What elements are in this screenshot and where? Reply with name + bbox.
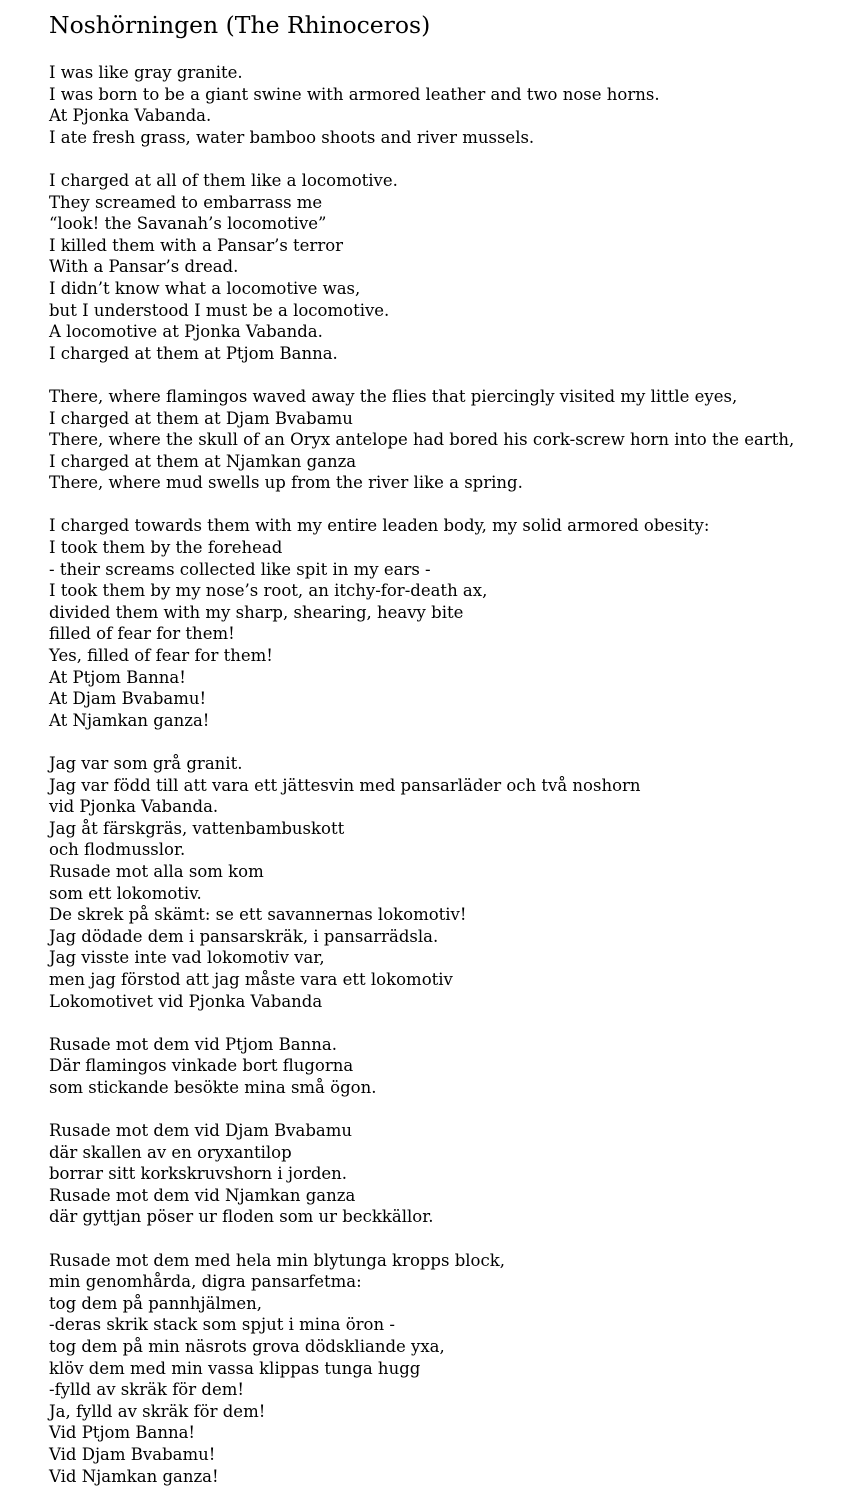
poem-body (49, 62, 849, 1487)
poem-line: Lokomotivet vid Pjonka Vabanda (49, 991, 323, 1011)
poem-line: A locomotive at Pjonka Vabanda. (49, 322, 323, 342)
poem-line: Yes, filled of fear for them! (49, 646, 273, 666)
stanza (49, 62, 849, 148)
poem-line: och flodmusslor. (49, 840, 186, 860)
stanza (49, 1250, 849, 1488)
poem-line: Rusade mot dem vid Djam Bvabamu (49, 1121, 353, 1141)
poem-line: tog dem på pannhjälmen, (49, 1293, 263, 1313)
poem-line: “look! the Savanah’s locomotive” (49, 214, 327, 234)
poem-line: De skrek på skämt: se ett savannernas lokomotiv! (49, 905, 467, 925)
poem-line: I charged at all of them like a locomotive. (49, 170, 398, 190)
poem-line: I was born to be a giant swine with armored leather and two nose horns. (49, 84, 660, 104)
poem-line: Där flamingos vinkade bort flugorna (49, 1056, 354, 1076)
poem-line: Jag åt färskgräs, vattenbambuskott (49, 818, 345, 838)
poem-line: - their screams collected like spit in my ears - (49, 559, 431, 579)
stanza (49, 170, 849, 364)
poem-line: Jag var som grå granit. (49, 754, 243, 773)
poem-line: Jag var född till att vara ett jättesvin med pansarläder och två noshorn (49, 775, 641, 795)
stanza (49, 386, 849, 494)
poem-line: borrar sitt korkskruvshorn i jorden. (49, 1164, 348, 1184)
poem-line: They screamed to embarrass me (49, 192, 323, 212)
poem-line: där skallen av en oryxantilop (49, 1142, 292, 1162)
poem-line: Rusade mot dem med hela min blytunga kropps block, (49, 1250, 505, 1270)
poem-line: klöv dem med min vassa klippas tunga hugg (49, 1358, 421, 1378)
poem-line: Rusade mot alla som kom (49, 861, 264, 881)
poem-line: min genomhårda, digra pansarfetma: (49, 1272, 362, 1292)
poem-line: I ate fresh grass, water bamboo shoots and river mussels. (49, 127, 535, 147)
poem-line: There, where mud swells up from the river like a spring. (49, 473, 523, 493)
poem-line: There, where flamingos waved away the flies that piercingly visited my little eyes, (49, 386, 738, 406)
poem-title: Noshörningen (The Rhinoceros) (49, 11, 431, 39)
poem-line: I was like gray granite. (49, 63, 243, 82)
poem-line: Vid Njamkan ganza! (49, 1466, 219, 1486)
poem-line: men jag förstod att jag måste vara ett lokomotiv (49, 969, 453, 989)
poem-line: filled of fear for them! (49, 624, 235, 644)
poem-line: Ja, fylld av skräk för dem! (49, 1401, 266, 1421)
poem-line: I charged towards them with my entire leaden body, my solid armored obesity: (49, 516, 710, 536)
poem-line: som ett lokomotiv. (49, 883, 202, 903)
poem-line: divided them with my sharp, shearing, heavy bite (49, 602, 464, 622)
poem-line: Vid Djam Bvabamu! (49, 1445, 216, 1464)
poem-line: Jag visste inte vad lokomotiv var, (49, 948, 325, 968)
poem-line: At Ptjom Banna! (49, 667, 186, 687)
poem-line: I didn’t know what a locomotive was, (49, 278, 361, 298)
poem-line: I charged at them at Ptjom Banna. (49, 343, 338, 363)
stanza (49, 753, 849, 1012)
poem-line: där gyttjan pöser ur floden som ur beckkällor. (49, 1207, 434, 1227)
poem-line: -fylld av skräk för dem! (49, 1380, 244, 1400)
poem-line: I killed them with a Pansar’s terror (49, 235, 344, 255)
poem-line: Jag dödade dem i pansarskräk, i pansarrädsla. (49, 926, 439, 946)
poem-line: I took them by my nose’s root, an itchy-for-death ax, (49, 581, 488, 601)
poem-line: I charged at them at Njamkan ganza (49, 451, 357, 471)
poem-line: I took them by the forehead (49, 538, 283, 558)
stanza (49, 1034, 849, 1099)
poem-line: but I understood I must be a locomotive. (49, 300, 390, 320)
poem-line: I charged at them at Djam Bvabamu (49, 408, 353, 428)
poem-line: At Pjonka Vabanda. (49, 106, 212, 126)
poem-document (49, 8, 849, 1509)
poem-line: Rusade mot dem vid Ptjom Banna. (49, 1034, 337, 1054)
poem-line: -deras skrik stack som spjut i mina öron - (49, 1315, 395, 1335)
poem-line: tog dem på min näsrots grova dödskliande yxa, (49, 1337, 445, 1357)
poem-line: There, where the skull of an Oryx antelope had bored his cork-screw horn into the earth, (49, 430, 795, 450)
poem-line: vid Pjonka Vabanda. (49, 797, 219, 817)
poem-line: som stickande besökte mina små ögon. (49, 1077, 377, 1097)
stanza (49, 1120, 849, 1228)
poem-line: Vid Ptjom Banna! (49, 1423, 196, 1443)
poem-line: With a Pansar’s dread. (49, 257, 239, 277)
poem-line: At Djam Bvabamu! (49, 689, 207, 709)
poem-line: Rusade mot dem vid Njamkan ganza (49, 1185, 356, 1205)
stanza (49, 515, 849, 731)
poem-line: At Njamkan ganza! (49, 710, 210, 730)
